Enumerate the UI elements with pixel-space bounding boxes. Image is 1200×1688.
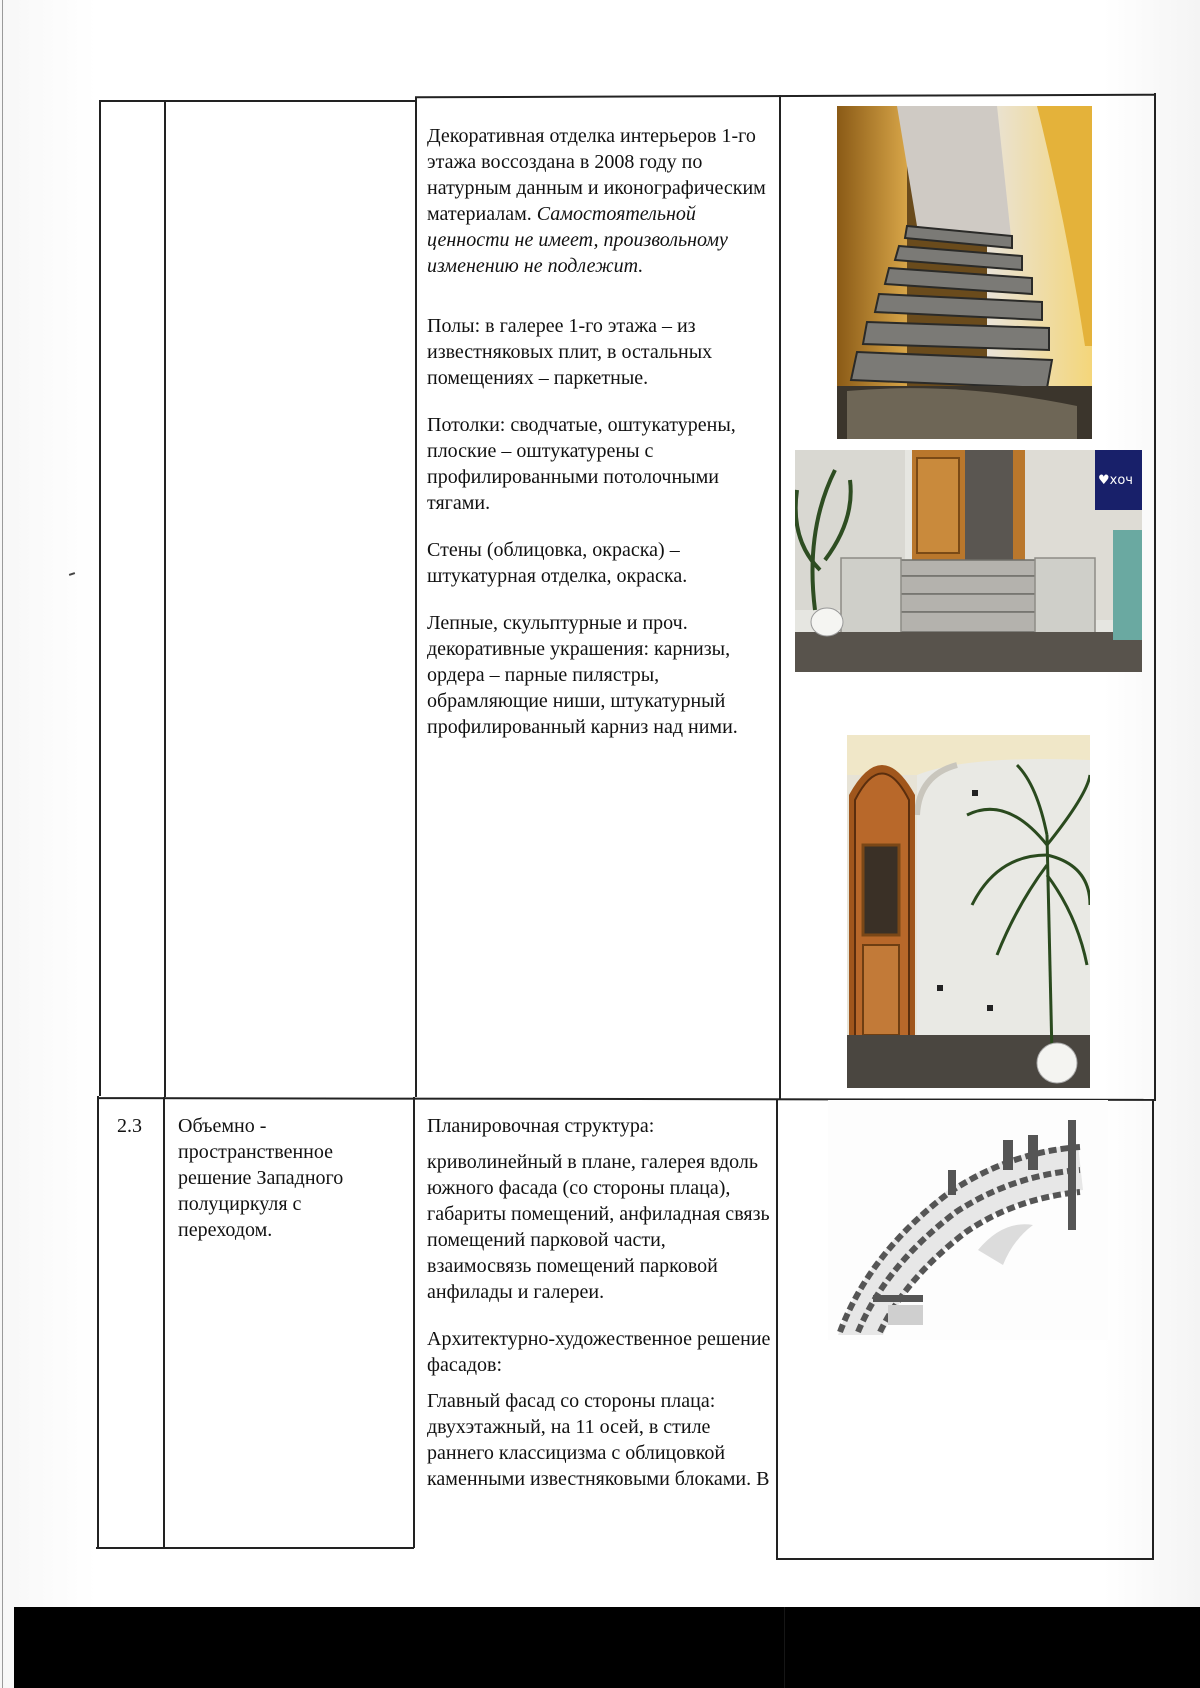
decor-paragraph (427, 123, 777, 279)
decor-italic-note: Самостоятельной ценности не имеет, произвольному изменению не подлежит. (427, 203, 728, 277)
planning-text: криволинейный в плане, галерея вдоль южного фасада (со стороны плаца), габариты помещений, анфиладная связь помещений парковой части, взаимосвязь помещений парковой анфилады и галереи. (427, 1151, 770, 1303)
ceilings-paragraph: Потолки: сводчатые, оштукатурены, плоские – оштукатурены с профилированными потолочными тягами. (427, 414, 736, 514)
row-border-bottom-left (96, 1547, 414, 1549)
col-border-3 (415, 97, 417, 1097)
row-number: 2.3 (117, 1115, 142, 1137)
col-border-4b (776, 1099, 778, 1559)
walls-paragraph: Стены (облицовка, окраска) – штукатурная отделка, окраска. (427, 539, 688, 587)
col-border-4 (779, 95, 781, 1100)
col-border-2b (163, 1097, 165, 1548)
col-border-5 (1154, 93, 1156, 1101)
col-border-3b (413, 1097, 415, 1548)
arched-door-palm-photo (847, 735, 1090, 1088)
floor-plan-drawing (828, 1100, 1108, 1340)
floors-paragraph: Полы: в галерее 1-го этажа – из известняковых плит, в остальных помещениях – паркетные. (427, 315, 713, 389)
top-row-description (427, 123, 777, 761)
row-2-3-description (427, 1113, 772, 1513)
row-border-top (99, 100, 416, 102)
spiral-staircase-photo (837, 106, 1092, 439)
col-border-1b (97, 1096, 99, 1548)
decor-text: Декоративная отделка интерьеров 1-го этажа воссоздана в 2008 году по натурным данным и иконографическим материалам. (427, 125, 766, 225)
scan-seam (784, 1607, 785, 1688)
row-element-name: Объемно - пространственное решение Западного полуциркуля с переходом. (178, 1115, 344, 1241)
row-border-bottom-right (776, 1558, 1154, 1560)
sign-text: ♥хоч (1098, 473, 1133, 488)
col-border-5b (1152, 1100, 1154, 1559)
col-border-2 (164, 100, 166, 1097)
planning-heading: Планировочная структура: (427, 1115, 655, 1137)
scan-bottom-bar (14, 1607, 1200, 1688)
row-border-top-right (415, 94, 1156, 98)
ornaments-paragraph: Лепные, скульптурные и проч. декоративные украшения: карнизы, ордера – парные пилястры, обрамляющие ниши, штукатурный профилированный карниз над ними. (427, 612, 738, 738)
facades-heading: Архитектурно-художественное решение фасадов: (427, 1328, 771, 1376)
col-border-1 (99, 101, 101, 1096)
main-facade-text: Главный фасад со стороны плаца: двухэтажный, на 11 осей, в стиле раннего классицизма с облицовкой каменными известняковыми блоками. В (427, 1390, 770, 1490)
entrance-steps-photo (795, 450, 1142, 672)
